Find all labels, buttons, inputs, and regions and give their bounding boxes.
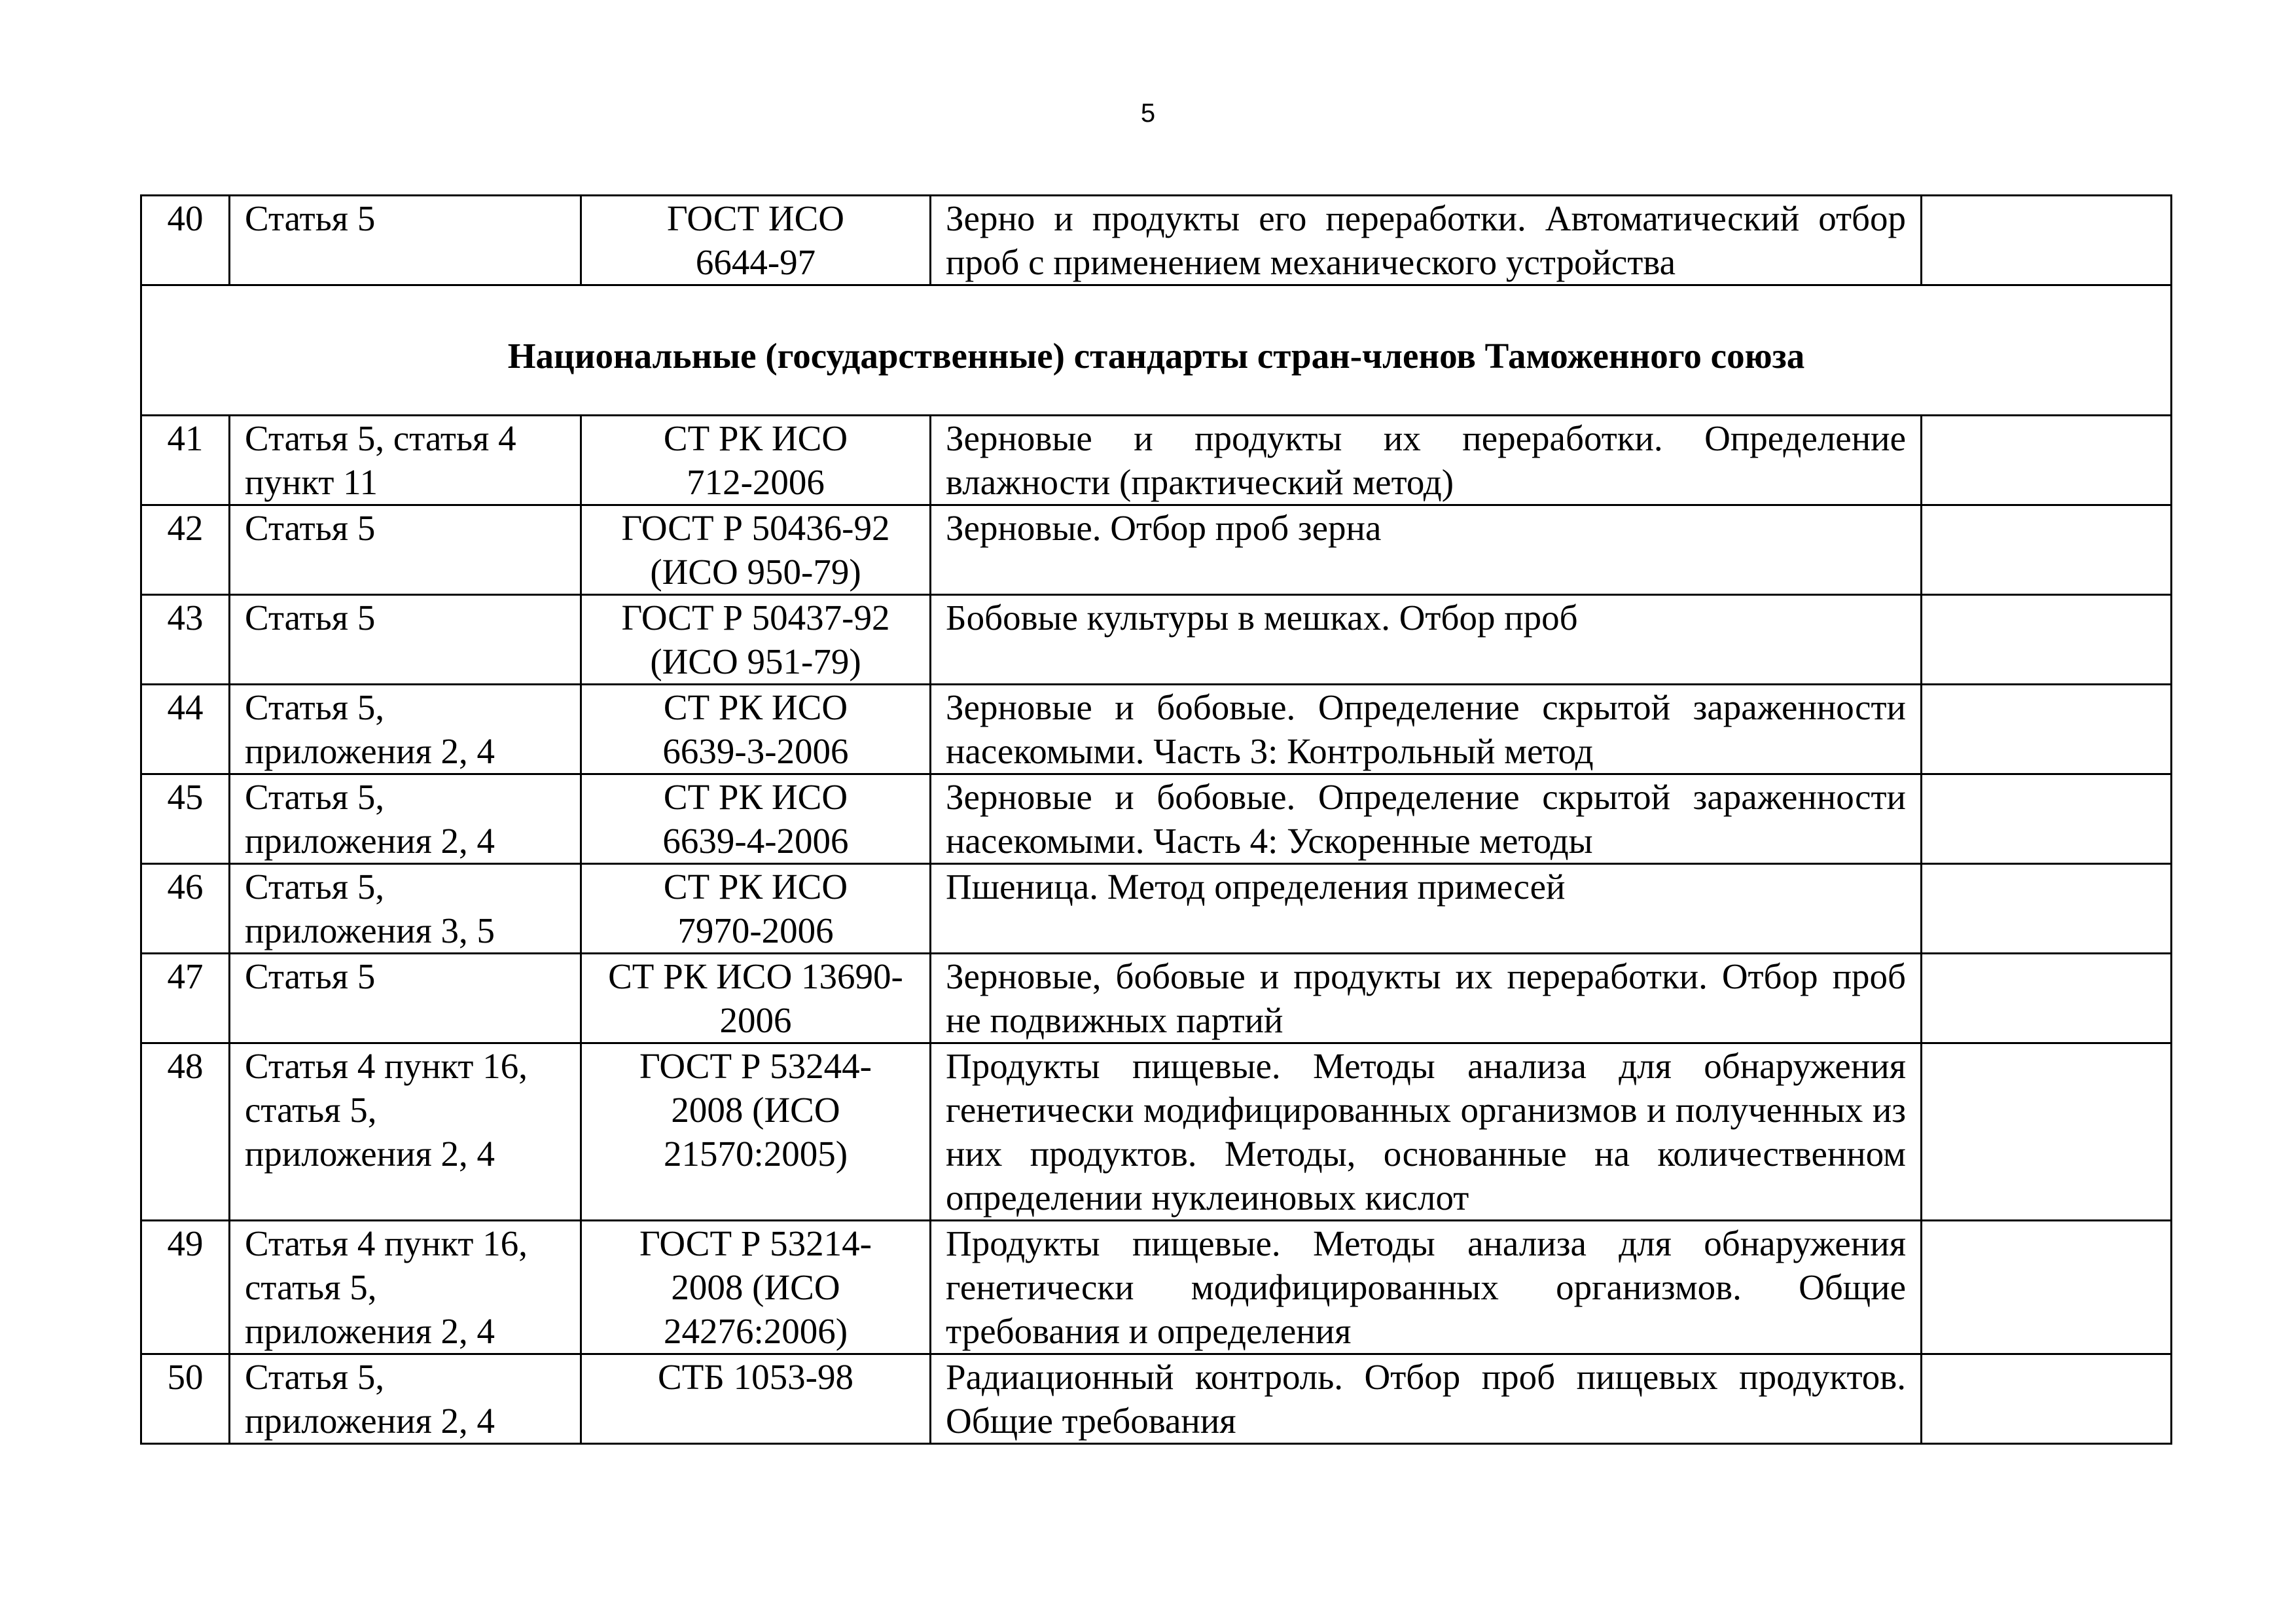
description-cell: Радиационный контроль. Отбор проб пищевых продуктов. Общие требования — [931, 1354, 1922, 1444]
table-row — [141, 416, 2172, 505]
note-cell — [1922, 864, 2172, 954]
note-cell — [1922, 774, 2172, 864]
document-cell: СТ РК ИСО 7970-2006 — [581, 864, 931, 954]
table-row — [141, 196, 2172, 285]
article-cell: Статья 5 — [230, 196, 581, 285]
table-row — [141, 595, 2172, 685]
description-cell: Зерновые и продукты их переработки. Определение влажности (практический метод) — [931, 416, 1922, 505]
article-cell: Статья 5, приложения 2, 4 — [230, 774, 581, 864]
description-cell: Зерновые. Отбор проб зерна — [931, 505, 1922, 595]
page-number: 5 — [1140, 99, 1156, 128]
description-cell: Зерновые, бобовые и продукты их переработки. Отбор проб не подвижных партий — [931, 954, 1922, 1043]
description-cell: Продукты пищевые. Методы анализа для обнаружения генетически модифицированных организмов. Общие требования и определения — [931, 1221, 1922, 1354]
section-title: Национальные (государственные) стандарты стран-членов Таможенного союза — [507, 335, 1805, 376]
description-cell: Продукты пищевые. Методы анализа для обнаружения генетически модифицированных организмов и полученных из них продуктов. Методы, основанные на количественном определении нуклеиновых кислот — [931, 1043, 1922, 1221]
table-row — [141, 685, 2172, 774]
row-number-cell: 42 — [141, 505, 230, 595]
row-number-cell: 40 — [141, 196, 230, 285]
document-cell: СТ РК ИСО 6639-4-2006 — [581, 774, 931, 864]
table-row — [141, 505, 2172, 595]
article-cell: Статья 5, приложения 2, 4 — [230, 685, 581, 774]
note-cell — [1922, 196, 2172, 285]
description-cell: Зерновые и бобовые. Определение скрытой зараженности насекомыми. Часть 3: Контрольный метод — [931, 685, 1922, 774]
section-header-row — [141, 285, 2172, 416]
description-cell: Пшеница. Метод определения примесей — [931, 864, 1922, 954]
article-cell: Статья 4 пункт 16, статья 5, приложения 2, 4 — [230, 1221, 581, 1354]
table-row — [141, 774, 2172, 864]
table-row — [141, 1221, 2172, 1354]
note-cell — [1922, 505, 2172, 595]
note-cell — [1922, 1221, 2172, 1354]
note-cell — [1922, 1354, 2172, 1444]
document-cell: ГОСТ Р 50436-92 (ИСО 950-79) — [581, 505, 931, 595]
article-cell: Статья 5 — [230, 505, 581, 595]
article-cell: Статья 5 — [230, 595, 581, 685]
article-cell: Статья 5, приложения 3, 5 — [230, 864, 581, 954]
standards-table — [140, 194, 2172, 1445]
description-cell: Бобовые культуры в мешках. Отбор проб — [931, 595, 1922, 685]
note-cell — [1922, 595, 2172, 685]
article-cell: Статья 5, приложения 2, 4 — [230, 1354, 581, 1444]
description-cell: Зерновые и бобовые. Определение скрытой зараженности насекомыми. Часть 4: Ускоренные методы — [931, 774, 1922, 864]
row-number-cell: 50 — [141, 1354, 230, 1444]
table-row — [141, 1043, 2172, 1221]
note-cell — [1922, 1043, 2172, 1221]
row-number-cell: 49 — [141, 1221, 230, 1354]
row-number-cell: 41 — [141, 416, 230, 505]
article-cell: Статья 5 — [230, 954, 581, 1043]
document-cell: СТ РК ИСО 712-2006 — [581, 416, 931, 505]
row-number-cell: 47 — [141, 954, 230, 1043]
note-cell — [1922, 416, 2172, 505]
article-cell: Статья 5, статья 4 пункт 11 — [230, 416, 581, 505]
section-header-cell — [141, 285, 2172, 416]
description-cell: Зерно и продукты его переработки. Автоматический отбор проб с применением механического устройства — [931, 196, 1922, 285]
document-cell: СТБ 1053-98 — [581, 1354, 931, 1444]
table-row — [141, 1354, 2172, 1444]
note-cell — [1922, 685, 2172, 774]
table-row — [141, 864, 2172, 954]
row-number-cell: 43 — [141, 595, 230, 685]
article-cell: Статья 4 пункт 16, статья 5, приложения 2, 4 — [230, 1043, 581, 1221]
row-number-cell: 46 — [141, 864, 230, 954]
document-cell: ГОСТ ИСО 6644-97 — [581, 196, 931, 285]
table-row — [141, 954, 2172, 1043]
document-cell: ГОСТ Р 53214- 2008 (ИСО 24276:2006) — [581, 1221, 931, 1354]
note-cell — [1922, 954, 2172, 1043]
document-cell: ГОСТ Р 53244- 2008 (ИСО 21570:2005) — [581, 1043, 931, 1221]
row-number-cell: 44 — [141, 685, 230, 774]
document-cell: ГОСТ Р 50437-92 (ИСО 951-79) — [581, 595, 931, 685]
row-number-cell: 48 — [141, 1043, 230, 1221]
document-cell: СТ РК ИСО 6639-3-2006 — [581, 685, 931, 774]
row-number-cell: 45 — [141, 774, 230, 864]
document-cell: СТ РК ИСО 13690- 2006 — [581, 954, 931, 1043]
